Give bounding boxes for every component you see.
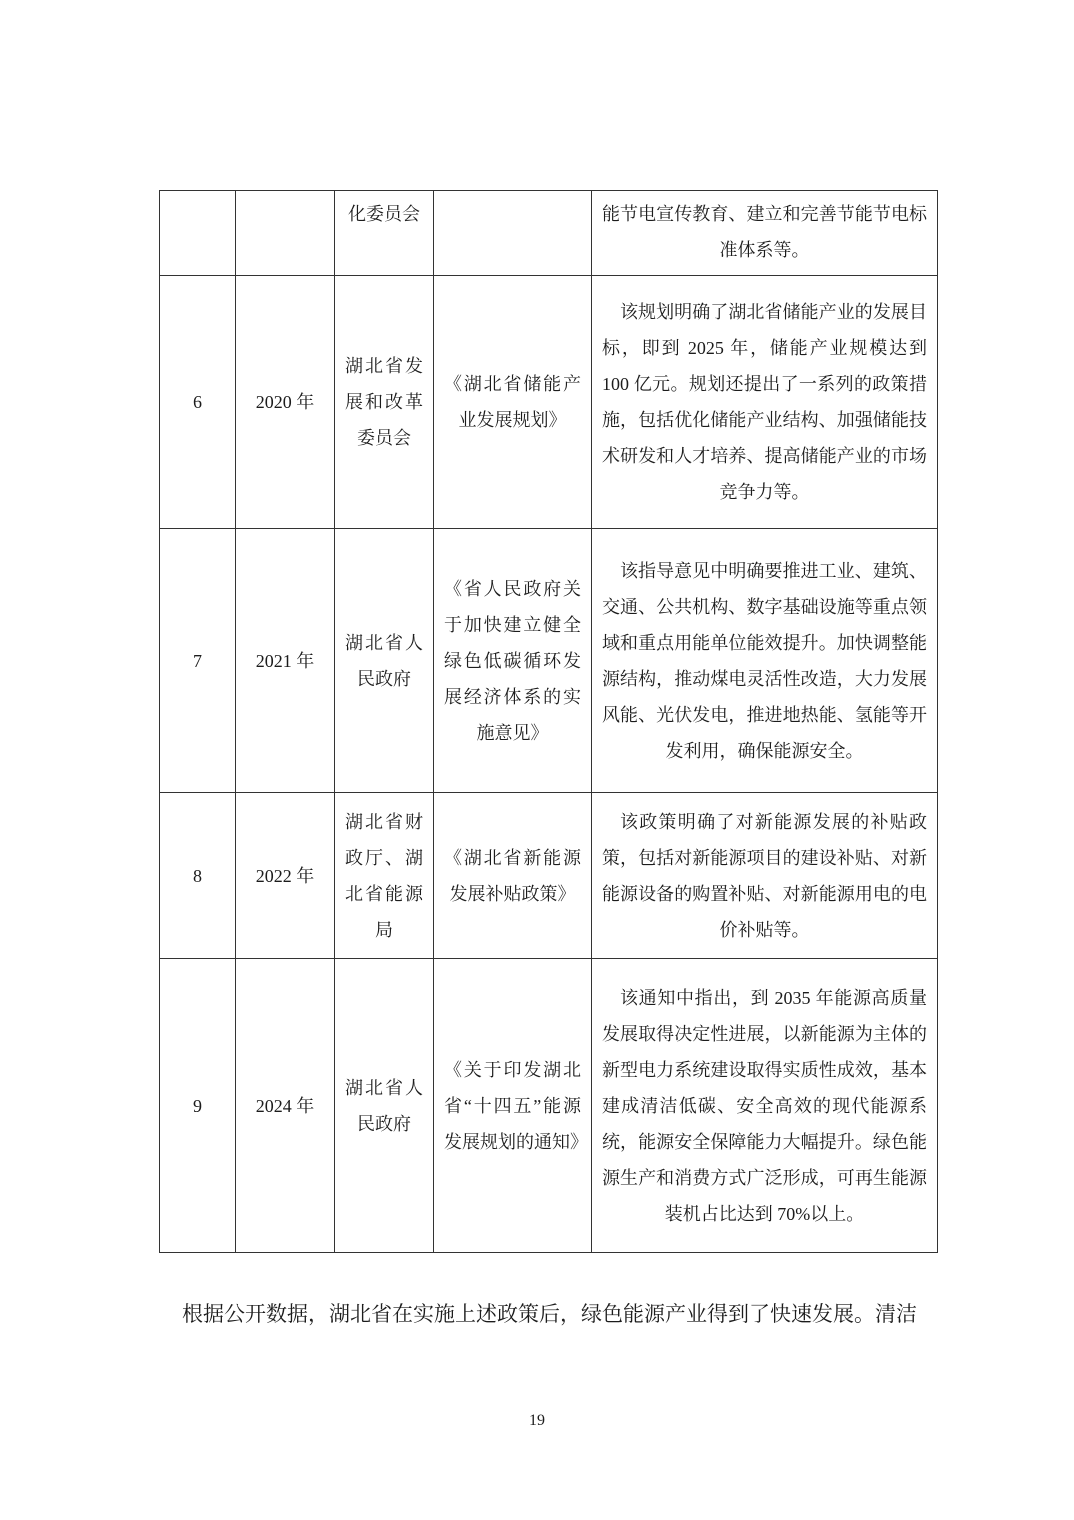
description-text: 该通知中指出，到 2035 年能源高质量发展取得决定性进展，以新能源为主体的新型电力系统建设取得实质性成效，基本建成清洁低碳、安全高效的现代能源系统，能源安全保障能力大幅提升。绿色能源生产和消费方式广泛形成，可再生能源装机占比达到 70%以上。 [602, 987, 927, 1224]
policy-title-cell: 《湖北省新能源发展补贴政策》 [434, 793, 592, 959]
table-row [160, 959, 938, 1253]
policy-title-cell: 《省人民政府关于加快建立健全绿色低碳循环发展经济体系的实施意见》 [434, 529, 592, 793]
description-cell [592, 276, 938, 529]
agency-cell: 化委员会 [335, 191, 434, 276]
year-cell: 2020 年 [236, 276, 335, 529]
table-row [160, 793, 938, 959]
row-number-cell: 9 [160, 959, 236, 1253]
description-text: 能节电宣传教育、建立和完善节能节电标准体系等。 [602, 204, 927, 260]
row-number-cell: 6 [160, 276, 236, 529]
row-number-cell [160, 191, 236, 276]
body-paragraph: 根据公开数据，湖北省在实施上述政策后，绿色能源产业得到了快速发展。清洁 [182, 1302, 917, 1326]
description-cell [592, 793, 938, 959]
agency-cell: 湖北省人民政府 [335, 959, 434, 1253]
year-cell [236, 191, 335, 276]
table-row [160, 191, 938, 276]
description-text: 该规划明确了湖北省储能产业的发展目标，即到 2025 年，储能产业规模达到 100 亿元。规划还提出了一系列的政策措施，包括优化储能产业结构、加强储能技术研发和人才培养、提高储能产业的市场竞争力等。 [602, 302, 927, 502]
description-text: 该政策明确了对新能源发展的补贴政策，包括对新能源项目的建设补贴、对新能源设备的购置补贴、对新能源用电的电价补贴等。 [602, 811, 927, 940]
policy-table [159, 190, 938, 1253]
description-cell [592, 959, 938, 1253]
year-cell: 2024 年 [236, 959, 335, 1253]
table-row [160, 529, 938, 793]
agency-cell: 湖北省发展和改革委员会 [335, 276, 434, 529]
policy-title-cell [434, 191, 592, 276]
description-text: 该指导意见中明确要推进工业、建筑、交通、公共机构、数字基础设施等重点领域和重点用能单位能效提升。加快调整能源结构，推动煤电灵活性改造，大力发展风能、光伏发电，推进地热能、氢能等开发利用，确保能源安全。 [602, 560, 927, 761]
description-cell [592, 191, 938, 276]
policy-title-cell: 《关于印发湖北省“十四五”能源发展规划的通知》 [434, 959, 592, 1253]
row-number-cell: 7 [160, 529, 236, 793]
page-number: 19 [529, 1412, 545, 1429]
agency-cell: 湖北省人民政府 [335, 529, 434, 793]
year-cell: 2021 年 [236, 529, 335, 793]
agency-cell: 湖北省财政厅、湖北省能源局 [335, 793, 434, 959]
year-cell: 2022 年 [236, 793, 335, 959]
description-cell [592, 529, 938, 793]
row-number-cell: 8 [160, 793, 236, 959]
table-row [160, 276, 938, 529]
policy-title-cell: 《湖北省储能产业发展规划》 [434, 276, 592, 529]
